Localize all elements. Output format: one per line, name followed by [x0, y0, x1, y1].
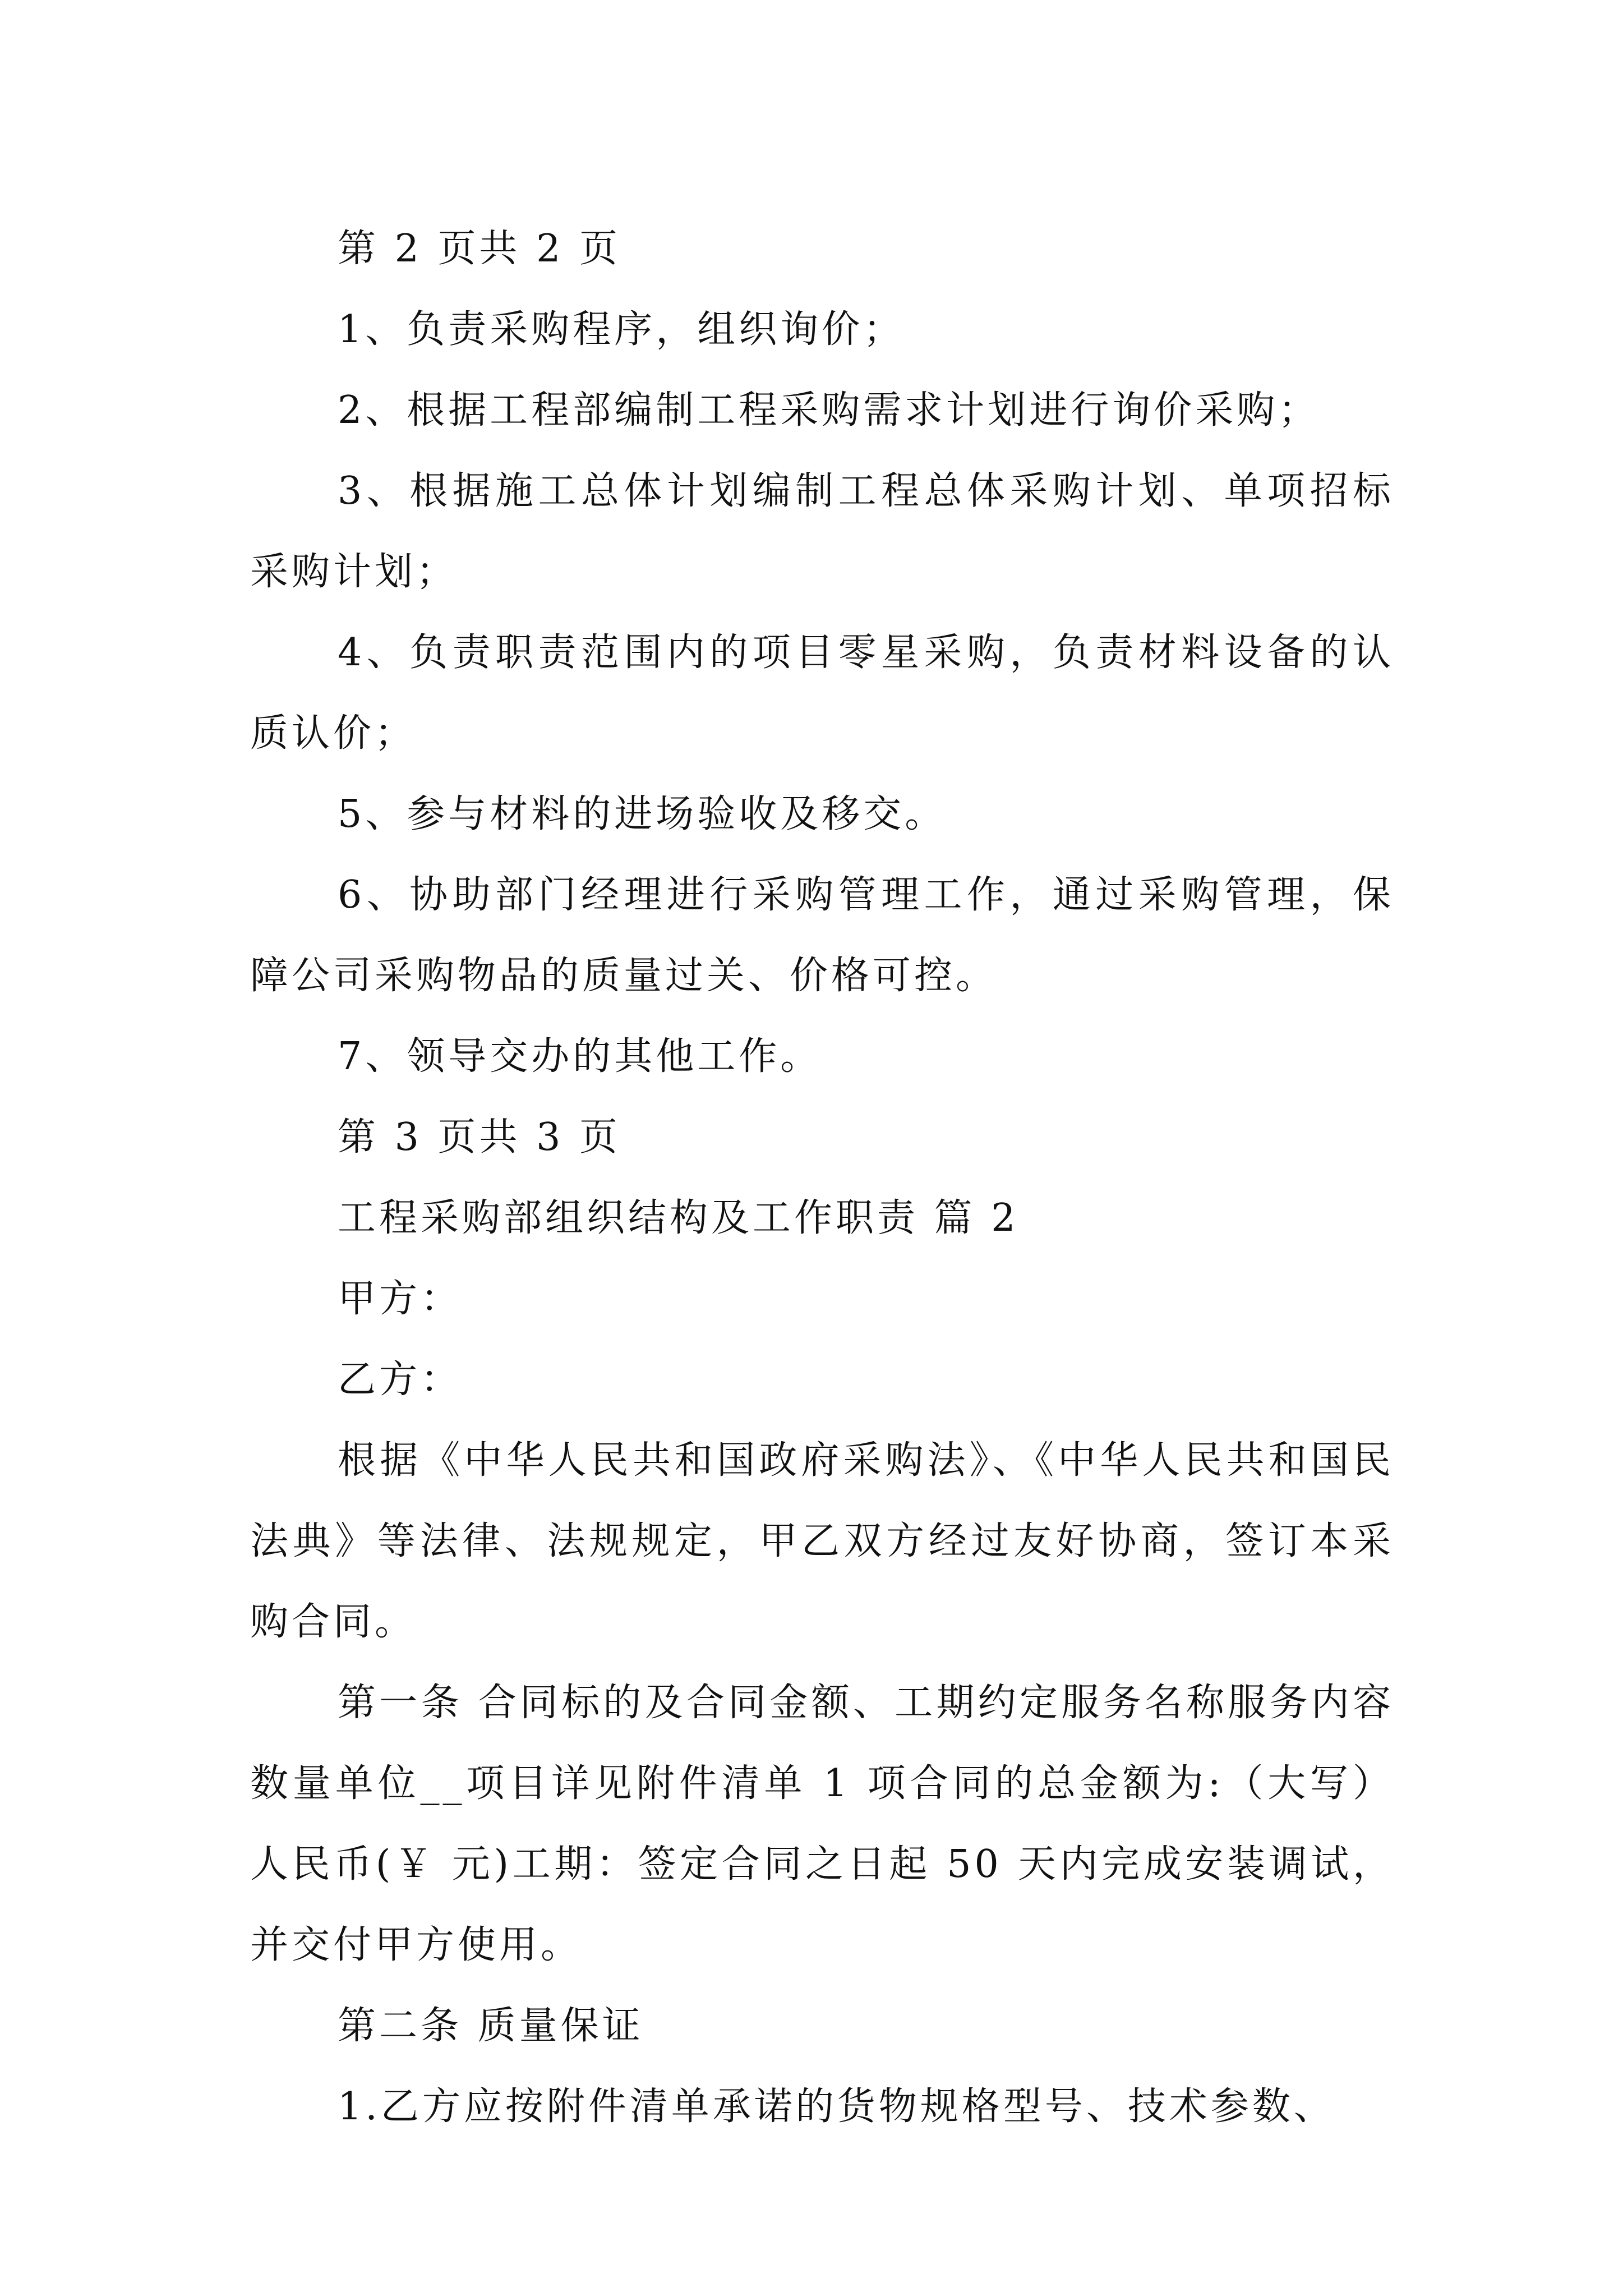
document-body — [250, 209, 1394, 2147]
duty-item-1: 1、负责采购程序，组织询价； — [338, 307, 905, 352]
article-one: 第一条 合同标的及合同金额、工期约定服务名称服务内容数量单位__项目详见附件清单 1 项合同的总金额为:（大写）人民币(￥ 元)工期：签定合同之日起 50 天内完成安装调试，并交付甲方使用。 — [250, 1681, 1394, 1967]
duty-item-7: 7、领导交办的其他工作。 — [338, 1034, 822, 1079]
contract-intro: 根据《中华人民共和国政府采购法》、《中华人民共和国民法典》等法律、法规规定，甲乙双方经过友好协商，签订本采购合同。 — [250, 1438, 1394, 1644]
duty-item-2: 2、根据工程部编制工程采购需求计划进行询价采购； — [338, 388, 1320, 432]
page-footer-2: 第 2 页共 2 页 — [338, 227, 621, 271]
duty-item-5: 5、参与材料的进场验收及移交。 — [338, 792, 947, 836]
article-two-heading: 第二条 质量保证 — [338, 2004, 644, 2048]
duty-item-3: 3、根据施工总体计划编制工程总体采购计划、单项招标采购计划； — [250, 469, 1394, 594]
duty-item-6: 6、协助部门经理进行采购管理工作，通过采购管理，保障公司采购物品的质量过关、价格可控。 — [250, 873, 1394, 998]
article-two-item-1: 1.乙方应按附件清单承诺的货物规格型号、技术参数、 — [338, 2085, 1335, 2129]
section-title: 工程采购部组织结构及工作职责 篇 2 — [338, 1196, 1019, 1240]
duty-item-4: 4、负责职责范围内的项目零星采购，负责材料设备的认质认价； — [250, 631, 1394, 756]
page-footer-3: 第 3 页共 3 页 — [338, 1115, 621, 1159]
party-b: 乙方： — [338, 1358, 463, 1402]
party-a: 甲方： — [338, 1277, 463, 1321]
